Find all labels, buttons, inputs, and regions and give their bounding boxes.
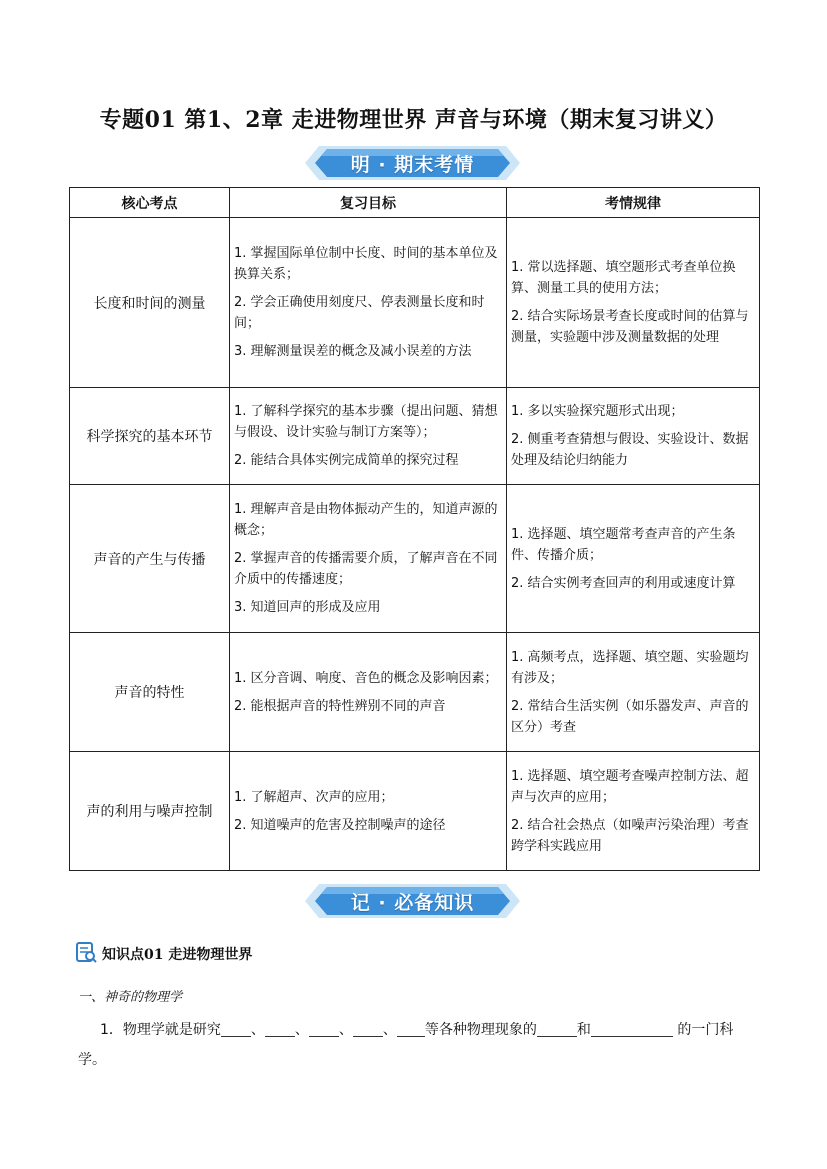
separator: 、 bbox=[250, 1022, 265, 1038]
paragraph-end: 学。 bbox=[78, 1052, 106, 1068]
pattern-item: 1. 选择题、填空题考查噪声控制方法、超声与次声的应用； bbox=[511, 768, 749, 805]
separator: 、 bbox=[382, 1022, 397, 1038]
header-core: 核心考点 bbox=[70, 188, 230, 218]
header-patterns: 考情规律 bbox=[507, 188, 760, 218]
answer-blank[interactable] bbox=[591, 1020, 673, 1037]
pattern-item: 2. 结合实例考查回声的利用或速度计算 bbox=[511, 575, 736, 591]
goal-item: 1. 掌握国际单位制中长度、时间的基本单位及换算关系； bbox=[234, 246, 498, 282]
pattern-item: 1. 常以选择题、填空题形式考查单位换算、测量工具的使用方法； bbox=[511, 260, 736, 296]
table-row bbox=[70, 485, 760, 633]
table-row bbox=[70, 633, 760, 752]
row-goals bbox=[230, 388, 507, 485]
goal-item: 1. 理解声音是由物体振动产生的，知道声源的概念； bbox=[234, 502, 498, 538]
banner-label: 记 · 必备知识 bbox=[350, 891, 475, 914]
paragraph-lead: 1．物理学就是研究 bbox=[100, 1022, 221, 1038]
header-goals: 复习目标 bbox=[230, 188, 507, 218]
row-topic: 声的利用与噪声控制 bbox=[70, 752, 230, 871]
row-goals bbox=[230, 218, 507, 388]
table-row bbox=[70, 752, 760, 871]
goal-item: 2. 能结合具体实例完成简单的探究过程 bbox=[234, 453, 459, 468]
knowledge-point-label: 知识点01 走进物理世界 bbox=[102, 947, 253, 963]
answer-blank[interactable] bbox=[397, 1020, 425, 1037]
knowledge-banner bbox=[305, 881, 520, 921]
pattern-item: 1. 高频考点，选择题、填空题、实验题均有涉及； bbox=[511, 649, 749, 686]
answer-blank[interactable] bbox=[353, 1020, 383, 1037]
notebook-icon bbox=[74, 940, 98, 968]
answer-blank[interactable] bbox=[309, 1020, 339, 1037]
goal-item: 2. 掌握声音的传播需要介质，了解声音在不同介质中的传播速度； bbox=[234, 551, 498, 587]
pattern-item: 2. 侧重考查猜想与假设、实验设计、数据处理及结论归纳能力 bbox=[511, 432, 749, 468]
paragraph-mid: 等各种物理现象的 bbox=[424, 1022, 537, 1038]
row-patterns bbox=[507, 485, 760, 633]
row-goals bbox=[230, 752, 507, 871]
answer-blank[interactable] bbox=[265, 1020, 295, 1037]
row-patterns bbox=[507, 218, 760, 388]
pattern-item: 1. 多以实验探究题形式出现； bbox=[511, 404, 684, 419]
pattern-item: 2. 结合社会热点（如噪声污染治理）考查跨学科实践应用 bbox=[511, 817, 749, 854]
answer-blank[interactable] bbox=[537, 1020, 577, 1037]
banner-label: 明 · 期末考情 bbox=[350, 153, 475, 176]
separator: 、 bbox=[338, 1022, 353, 1038]
section-heading: 一、神奇的物理学 bbox=[78, 990, 183, 1005]
paragraph-and: 和 bbox=[576, 1022, 591, 1038]
pattern-item: 2. 结合实际场景考查长度或时间的估算与测量，实验题中涉及测量数据的处理 bbox=[511, 309, 749, 345]
row-topic: 长度和时间的测量 bbox=[70, 218, 230, 388]
table-header-row bbox=[70, 188, 760, 218]
separator: 、 bbox=[294, 1022, 309, 1038]
row-patterns bbox=[507, 388, 760, 485]
page-title: 专题01 第1、2章 走进物理世界 声音与环境（期末复习讲义） bbox=[99, 107, 728, 133]
row-goals bbox=[230, 633, 507, 752]
row-patterns bbox=[507, 633, 760, 752]
fill-blank-paragraph bbox=[78, 1015, 758, 1075]
row-topic: 声音的产生与传播 bbox=[70, 485, 230, 633]
paragraph-tail: 的一门科 bbox=[677, 1022, 734, 1038]
exam-overview-banner bbox=[305, 143, 520, 183]
goal-item: 3. 知道回声的形成及应用 bbox=[234, 600, 381, 615]
pattern-item: 1. 选择题、填空题常考查声音的产生条件、传播介质； bbox=[511, 526, 736, 563]
knowledge-point-heading bbox=[74, 940, 252, 968]
goal-item: 2. 能根据声音的特性辨别不同的声音 bbox=[234, 698, 446, 714]
goal-item: 1. 了解超声、次声的应用； bbox=[234, 789, 394, 805]
goal-item: 1. 了解科学探究的基本步骤（提出问题、猜想与假设、设计实验与制订方案等）； bbox=[234, 404, 498, 440]
answer-blank[interactable] bbox=[221, 1020, 251, 1037]
goal-item: 1. 区分音调、响度、音色的概念及影响因素； bbox=[234, 670, 498, 686]
row-goals bbox=[230, 485, 507, 633]
table-row bbox=[70, 218, 760, 388]
row-patterns bbox=[507, 752, 760, 871]
pattern-item: 2. 常结合生活实例（如乐器发声、声音的区分）考查 bbox=[511, 698, 749, 735]
row-topic: 声音的特性 bbox=[70, 633, 230, 752]
row-topic: 科学探究的基本环节 bbox=[70, 388, 230, 485]
table-row bbox=[70, 388, 760, 485]
goal-item: 3. 理解测量误差的概念及减小误差的方法 bbox=[234, 344, 472, 359]
goal-item: 2. 学会正确使用刻度尺、停表测量长度和时间； bbox=[234, 295, 485, 331]
goal-item: 2. 知道噪声的危害及控制噪声的途径 bbox=[234, 817, 446, 833]
exam-table bbox=[69, 187, 760, 871]
